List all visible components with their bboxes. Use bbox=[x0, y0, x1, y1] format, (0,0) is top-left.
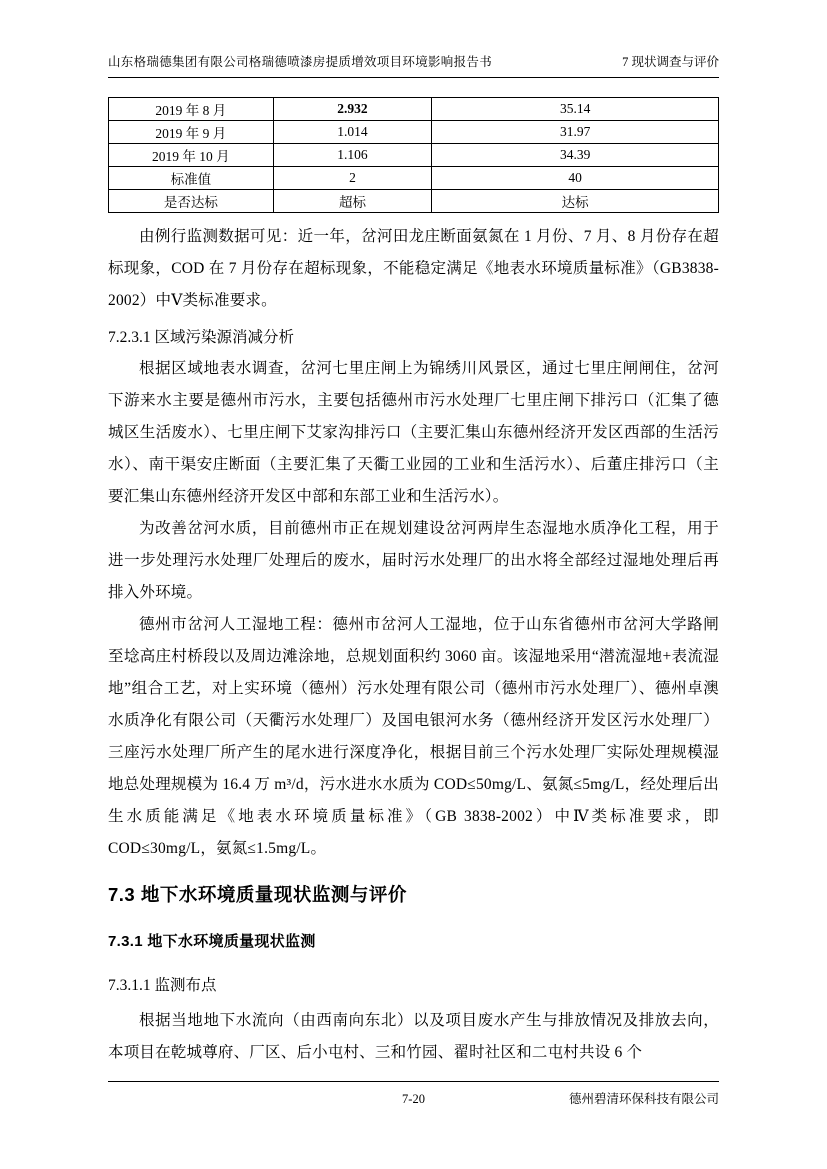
table-cell: 1.106 bbox=[273, 144, 432, 167]
paragraph-surface-water-survey: 根据区域地表水调查，岔河七里庄闸上为锦绣川风景区，通过七里庄闸闸住，岔河下游来水主要是德州市污水，主要包括德州市污水处理厂七里庄闸下排污口（汇集了德城区生活废水）、七里庄闸下艾家沟排污口（主要汇集山东德州经济开发区西部的生活污水）、南干渠安庄断面（主要汇集了天衢工业园的工业和生活污水）、后董庄排污口（主要汇集山东德州经济开发区中部和东部工业和生活污水）。 bbox=[108, 360, 719, 505]
page-footer bbox=[108, 1081, 719, 1107]
table-row bbox=[109, 190, 719, 213]
table-cell: 35.14 bbox=[432, 98, 719, 121]
heading-7-3-1-1: 7.3.1.1 监测布点 bbox=[108, 977, 217, 994]
paragraph-wetland-plan: 为改善岔河水质，目前德州市正在规划建设岔河两岸生态湿地水质净化工程，用于进一步处理污水处理厂处理后的废水，届时污水处理厂的出水将全部经过湿地处理后再排入外环境。 bbox=[108, 520, 719, 601]
table-cell: 2 bbox=[273, 167, 432, 190]
footer-content bbox=[108, 1082, 719, 1107]
heading-7-2-3-1: 7.2.3.1 区域污染源消减分析 bbox=[108, 329, 295, 346]
table-cell: 2019 年 8 月 bbox=[109, 98, 274, 121]
header-doc-title: 山东格瑞德集团有限公司格瑞德喷漆房提质增效项目环境影响报告书 bbox=[108, 55, 493, 69]
table-cell: 1.014 bbox=[273, 121, 432, 144]
table-cell: 2019 年 9 月 bbox=[109, 121, 274, 144]
table-cell: 34.39 bbox=[432, 144, 719, 167]
monitoring-data-table bbox=[108, 97, 719, 213]
heading-7-3-1: 7.3.1 地下水环境质量现状监测 bbox=[108, 933, 316, 950]
paragraph-groundwater-monitoring-points: 根据当地地下水流向（由西南向东北）以及项目废水产生与排放情况及排放去向，本项目在乾城尊府、厂区、后小屯村、三和竹园、翟时社区和二屯村共设 6 个 bbox=[108, 1012, 719, 1061]
table-row bbox=[109, 144, 719, 167]
page-header bbox=[108, 54, 719, 78]
table-cell: 是否达标 bbox=[109, 190, 274, 213]
table-row bbox=[109, 121, 719, 144]
table-cell: 超标 bbox=[273, 190, 432, 213]
table-cell: 31.97 bbox=[432, 121, 719, 144]
page-number: 7-20 bbox=[402, 1092, 425, 1106]
paragraph-wetland-project: 德州市岔河人工湿地工程：德州市岔河人工湿地，位于山东省德州市岔河大学路闸至埝高庄村桥段以及周边滩涂地，总规划面积约 3060 亩。该湿地采用“潜流湿地+表流湿地”组合工艺，对上实环境（德州）污水处理有限公司（德州市污水处理厂）、德州卓澳水质净化有限公司（天衢污水处理厂）及国电银河水务（德州经济开发区污水处理厂）三座污水处理厂所产生的尾水进行深度净化，根据目前三个污水处理厂实际处理规模湿地总处理规模为 16.4 万 m³/d，污水进水水质为 COD≤50mg/L、氨氮≤5mg/L，经处理后出生水质能满足《地表水环境质量标准》（GB 3838-2002）中Ⅳ类标准要求，即 COD≤30mg/L，氨氮≤1.5mg/L。 bbox=[108, 616, 719, 857]
heading-7-3: 7.3 地下水环境质量现状监测与评价 bbox=[108, 884, 407, 905]
table-cell: 40 bbox=[432, 167, 719, 190]
footer-company-name: 德州碧清环保科技有限公司 bbox=[568, 1092, 719, 1106]
table-cell: 2.932 bbox=[273, 98, 432, 121]
table-row bbox=[109, 98, 719, 121]
header-chapter-title: 7 现状调查与评价 bbox=[622, 55, 719, 69]
paragraph-monitoring-summary: 由例行监测数据可见：近一年，岔河田龙庄断面氨氮在 1 月份、7 月、8 月份存在超标现象，COD 在 7 月份存在超标现象，不能稳定满足《地表水环境质量标准》（GB3838-2002）中Ⅴ类标准要求。 bbox=[108, 228, 719, 309]
table-cell: 2019 年 10 月 bbox=[109, 144, 274, 167]
table-cell: 达标 bbox=[432, 190, 719, 213]
table-cell: 标准值 bbox=[109, 167, 274, 190]
table-row bbox=[109, 167, 719, 190]
